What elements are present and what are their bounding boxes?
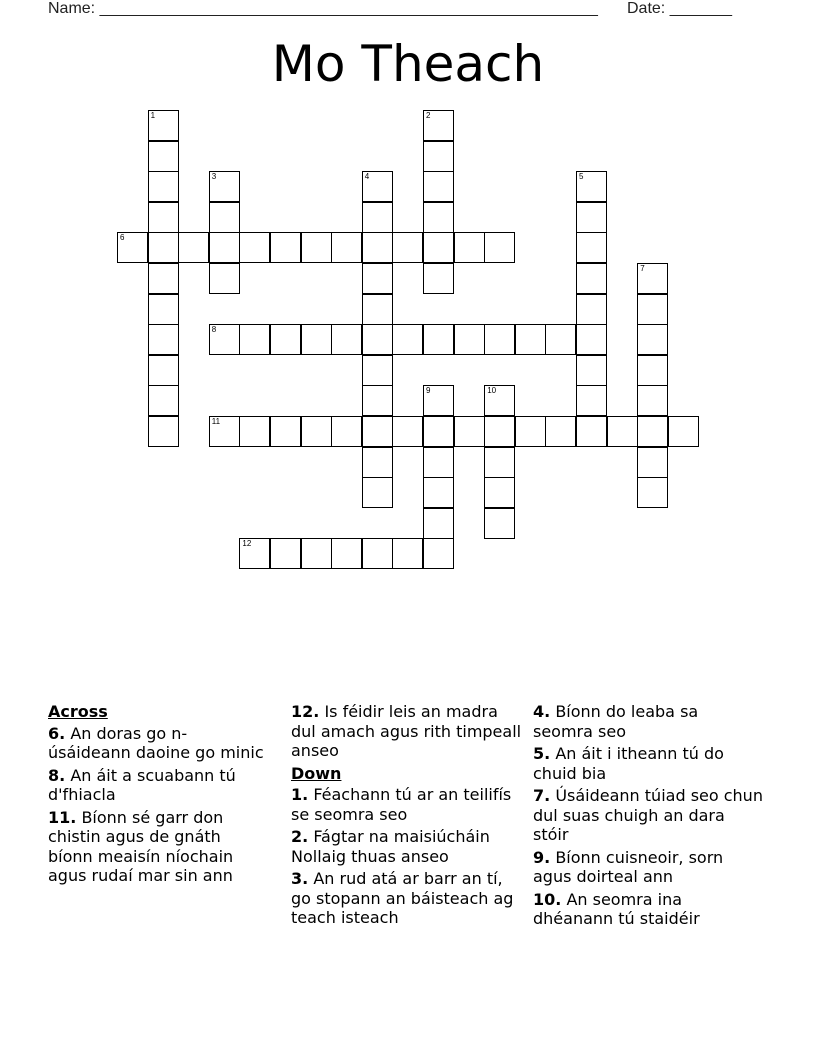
grid-cell[interactable] [148,202,179,233]
clue-number: 4 [364,172,370,182]
grid-cell[interactable] [423,324,454,355]
clue-text: An áit i itheann tú do chuid bia [533,744,724,783]
grid-cell[interactable] [423,385,454,416]
grid-cell[interactable] [576,385,607,416]
grid-cell[interactable] [362,385,393,416]
clue-text: An rud atá ar barr an tí, go stopann an báisteach ag teach isteach [291,869,514,927]
grid-cell[interactable] [270,416,301,447]
grid-cell[interactable] [178,232,209,263]
grid-cell[interactable] [576,202,607,233]
grid-cell[interactable] [607,416,638,447]
across-heading: Across [48,702,108,721]
clue-number: 12. [291,702,320,721]
clue [291,785,527,824]
across-clue-list [48,724,268,886]
grid-cell[interactable] [423,232,454,263]
clue [48,808,268,886]
clue-text: Bíonn sé garr don chistin agus de gnáth bíonn meaisín níochain agus rudaí mar sin ann [48,807,234,885]
grid-cell[interactable] [239,232,270,263]
grid-cell[interactable] [576,416,607,447]
grid-cell[interactable] [209,416,240,447]
grid-cell[interactable] [423,202,454,233]
clue-text: Bíonn cuisneoir, sorn agus doirteal ann [533,847,724,886]
down-clue-list-continued [533,702,763,929]
grid-cell[interactable] [148,294,179,325]
grid-cell[interactable] [148,385,179,416]
clue-number: 2. [291,827,309,846]
grid-cell[interactable] [423,110,454,141]
grid-cell[interactable] [637,477,668,508]
clue-number: 7 [640,264,645,273]
clue [291,869,527,928]
grid-cell[interactable] [515,416,546,447]
grid-cell[interactable] [637,263,668,294]
clue-number: 11. [48,807,77,827]
grid-cell[interactable] [637,355,668,386]
grid-cell[interactable] [148,232,179,263]
grid-cell[interactable] [270,324,301,355]
grid-cell[interactable] [637,385,668,416]
clue-number: 10. [533,889,562,909]
grid-cell[interactable] [362,355,393,386]
clue-number: 9. [533,847,551,867]
grid-cell[interactable] [484,232,515,263]
across-clue-list-continued [291,702,527,761]
grid-cell[interactable] [545,324,576,355]
grid-cell[interactable] [301,232,332,263]
clue-number: 8. [48,765,66,785]
clue-number: 10 [487,386,497,396]
grid-cell[interactable] [331,324,362,355]
grid-cell[interactable] [576,324,607,355]
grid-cell[interactable] [423,477,454,508]
clue [533,786,763,845]
clue [291,827,527,866]
grid-cell[interactable] [484,385,515,416]
clue [533,744,763,783]
grid-cell[interactable] [148,141,179,172]
grid-cell[interactable] [484,508,515,539]
clue-text: Féachann tú ar an teilifís se seomra seo [291,785,512,824]
grid-cell[interactable] [209,171,240,202]
clue-number: 6. [48,723,66,743]
clue-text: Bíonn do leaba sa seomra seo [533,702,699,741]
grid-cell[interactable] [484,477,515,508]
grid-cell[interactable] [484,416,515,447]
grid-cell[interactable] [362,171,393,202]
clue-column-2 [291,702,527,931]
grid-cell[interactable] [270,232,301,263]
grid-cell[interactable] [148,263,179,294]
clue-text: Fágtar na maisiúcháin Nollaig thuas anseo [291,827,490,866]
clue [533,702,763,741]
clue-number: 4. [533,702,551,721]
grid-cell[interactable] [637,416,668,447]
clue [48,766,268,805]
grid-cell[interactable] [484,447,515,478]
grid-cell[interactable] [454,232,485,263]
grid-cell[interactable] [392,232,423,263]
grid-cell[interactable] [423,416,454,447]
grid-cell[interactable] [392,324,423,355]
grid-cell[interactable] [362,232,393,263]
clue-column-3 [533,702,763,932]
clue-number: 12 [242,539,252,549]
date-field-label[interactable]: Date: _______ [627,0,732,17]
grid-cell[interactable] [484,324,515,355]
clue-number: 3. [291,869,309,888]
grid-cell[interactable] [668,416,699,447]
clue-number: 11 [211,417,221,426]
grid-cell[interactable] [637,294,668,325]
clue-text: An áit a scuabann tú d'fhiacla [48,765,236,804]
grid-cell[interactable] [423,447,454,478]
grid-cell[interactable] [239,324,270,355]
grid-cell[interactable] [209,232,240,263]
clue-text: Is féidir leis an madra dul amach agus rith timpeall anseo [291,702,522,760]
header [48,0,748,20]
grid-cell[interactable] [239,416,270,447]
grid-cell[interactable] [392,538,423,569]
grid-cell[interactable] [362,263,393,294]
grid-cell[interactable] [576,232,607,263]
grid-cell[interactable] [362,477,393,508]
grid-cell[interactable] [515,324,546,355]
clue-text: Úsáideann túiad seo chun dul suas chuigh an dara stóir [533,786,763,844]
grid-cell[interactable] [270,538,301,569]
clue-number: 5. [533,744,551,763]
grid-cell[interactable] [362,538,393,569]
grid-cell[interactable] [362,324,393,355]
grid-cell[interactable] [423,141,454,172]
clue-text: An seomra ina dhéanann tú staidéir [533,889,700,928]
clue-number: 1. [291,785,309,804]
grid-cell[interactable] [362,294,393,325]
grid-cell[interactable] [576,294,607,325]
grid-cell[interactable] [362,447,393,478]
clue-number: 3 [211,172,217,182]
grid-cell[interactable] [209,202,240,233]
grid-cell[interactable] [576,263,607,294]
grid-cell[interactable] [209,324,240,355]
grid-cell[interactable] [423,171,454,202]
clue [533,848,763,887]
grid-cell[interactable] [637,447,668,478]
grid-cell[interactable] [362,202,393,233]
grid-cell[interactable] [331,538,362,569]
clue-number: 8 [211,325,217,335]
grid-cell[interactable] [423,538,454,569]
grid-cell[interactable] [637,324,668,355]
grid-cell[interactable] [148,416,179,447]
clue [48,724,268,763]
grid-cell[interactable] [362,416,393,447]
clue [291,702,527,761]
grid-cell[interactable] [148,355,179,386]
down-heading: Down [291,763,342,783]
clue-number: 2 [426,111,431,120]
grid-cell[interactable] [392,416,423,447]
clue-text: An doras go n-úsáideann daoine go minic [48,723,264,762]
grid-cell[interactable] [454,324,485,355]
clue-number: 6 [120,233,125,243]
grid-cell[interactable] [148,110,179,141]
grid-cell[interactable] [331,416,362,447]
grid-cell[interactable] [301,416,332,447]
grid-cell[interactable] [301,538,332,569]
grid-cell[interactable] [331,232,362,263]
grid-cell[interactable] [545,416,576,447]
clue-number: 1 [150,111,156,120]
grid-cell[interactable] [209,263,240,294]
grid-cell[interactable] [576,171,607,202]
clue [533,890,763,929]
grid-cell[interactable] [301,324,332,355]
grid-cell[interactable] [117,232,148,263]
grid-cell[interactable] [239,538,270,569]
down-clue-list [291,785,527,928]
name-field-label[interactable]: Name: ________________________________________________________ [48,0,598,17]
grid-cell[interactable] [576,355,607,386]
clue-number: 9 [426,386,431,396]
grid-cell[interactable] [423,263,454,294]
grid-cell[interactable] [423,508,454,539]
grid-cell[interactable] [148,324,179,355]
clue-number: 7. [533,786,551,805]
grid-cell[interactable] [148,171,179,202]
clue-column-1 [48,702,268,889]
clue-number: 5 [579,172,584,182]
grid-cell[interactable] [454,416,485,447]
page-title: Mo Theach [271,35,545,93]
